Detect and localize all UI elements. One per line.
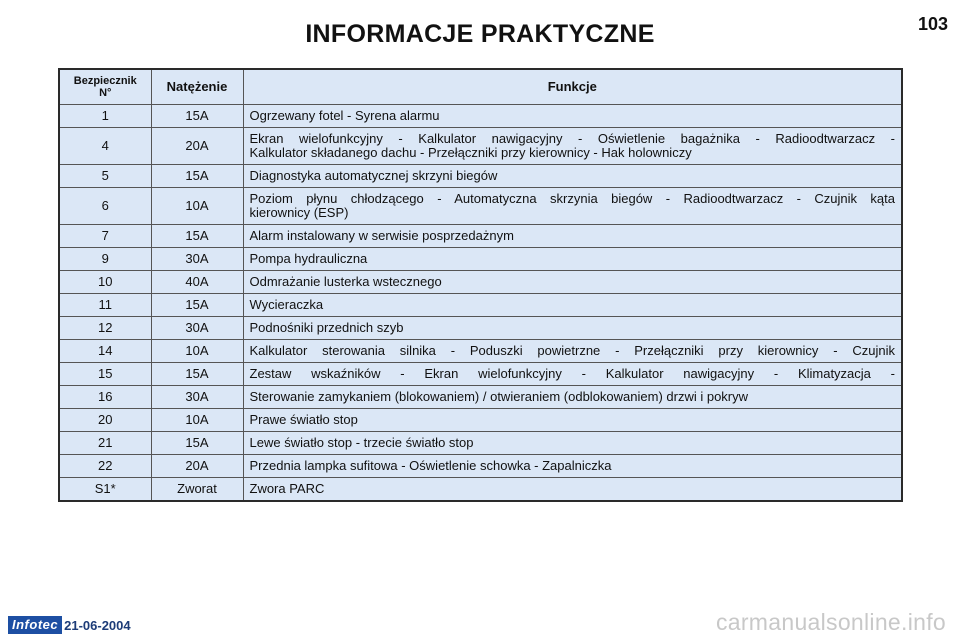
page-title: INFORMACJE PRAKTYCZNE [305, 20, 655, 48]
cell-amperage: 40A [151, 271, 243, 294]
cell-function: Ogrzewany fotel - Syrena alarmu [243, 105, 902, 128]
cell-amperage: 15A [151, 165, 243, 188]
table-row [59, 271, 902, 294]
table-row [59, 248, 902, 271]
cell-amperage: 30A [151, 386, 243, 409]
cell-fuse: 5 [59, 165, 151, 188]
cell-function: Pompa hydrauliczna [243, 248, 902, 271]
footer-date: 21-06-2004 [64, 617, 131, 633]
cell-fuse: 22 [59, 455, 151, 478]
table-row [59, 317, 902, 340]
cell-amperage: 10A [151, 188, 243, 225]
cell-function: Zwora PARC [243, 478, 902, 502]
table-row [59, 188, 902, 225]
cell-function: Lewe światło stop - trzecie światło stop [243, 432, 902, 455]
header-amperage: Natężenie [151, 69, 243, 105]
cell-fuse: 10 [59, 271, 151, 294]
cell-fuse: 1 [59, 105, 151, 128]
watermark: carmanualsonline.info [715, 609, 946, 635]
header-fuse-number [59, 69, 151, 105]
cell-fuse: 4 [59, 128, 151, 165]
cell-function: Przednia lampka sufitowa - Oświetlenie schowka - Zapalniczka [243, 455, 902, 478]
cell-amperage: 15A [151, 105, 243, 128]
table-row [59, 432, 902, 455]
table-row [59, 128, 902, 165]
cell-function-line1: Poziom płynu chłodzącego - Automatyczna skrzynia biegów - Radioodtwarzacz - Czujnik kąta [249, 191, 895, 206]
cell-function: Podnośniki przednich szyb [243, 317, 902, 340]
table-row [59, 105, 902, 128]
cell-function: Diagnostyka automatycznej skrzyni biegów [243, 165, 902, 188]
header-fuse-no: N° [99, 87, 112, 99]
infotec-logo: Infotec [8, 616, 62, 634]
footer [8, 616, 131, 634]
cell-fuse: 12 [59, 317, 151, 340]
table-header-row [59, 69, 902, 105]
cell-amperage: 15A [151, 432, 243, 455]
header-function: Funkcje [243, 69, 902, 105]
table-row [59, 478, 902, 502]
cell-amperage: 10A [151, 340, 243, 363]
cell-fuse: 20 [59, 409, 151, 432]
cell-amperage: 30A [151, 248, 243, 271]
cell-function [243, 188, 902, 225]
cell-function-line1: Ekran wielofunkcyjny - Kalkulator nawigacyjny - Oświetlenie bagażnika - Radioodtwarzacz - [249, 131, 895, 146]
table-row [59, 409, 902, 432]
cell-fuse: 6 [59, 188, 151, 225]
table-row [59, 363, 902, 386]
table-row [59, 386, 902, 409]
cell-function: Kalkulator sterowania silnika - Poduszki powietrzne - Przełączniki przy kierownicy - Czujnik [243, 340, 902, 363]
cell-amperage: 15A [151, 225, 243, 248]
cell-function: Sterowanie zamykaniem (blokowaniem) / otwieraniem (odblokowaniem) drzwi i pokryw [243, 386, 902, 409]
cell-function-line2: Kalkulator składanego dachu - Przełączniki przy kierownicy - Hak holowniczy [249, 145, 692, 160]
cell-amperage: 15A [151, 363, 243, 386]
table-row [59, 294, 902, 317]
cell-function [243, 128, 902, 165]
cell-function: Zestaw wskaźników - Ekran wielofunkcyjny - Kalkulator nawigacyjny - Klimatyzacja - [243, 363, 902, 386]
table-row [59, 165, 902, 188]
cell-function: Wycieraczka [243, 294, 902, 317]
cell-function-line2: kierownicy (ESP) [249, 205, 349, 220]
cell-fuse: 15 [59, 363, 151, 386]
cell-fuse: 21 [59, 432, 151, 455]
table-row [59, 225, 902, 248]
cell-function: Odmrażanie lusterka wstecznego [243, 271, 902, 294]
cell-fuse: 9 [59, 248, 151, 271]
table-row [59, 455, 902, 478]
cell-function: Prawe światło stop [243, 409, 902, 432]
cell-amperage: 20A [151, 128, 243, 165]
header-fuse-label: Bezpiecznik [73, 75, 137, 87]
cell-function: Alarm instalowany w serwisie posprzedażnym [243, 225, 902, 248]
cell-fuse: 16 [59, 386, 151, 409]
cell-amperage: 10A [151, 409, 243, 432]
page-number: 103 [917, 14, 948, 34]
cell-fuse: 11 [59, 294, 151, 317]
cell-amperage: 20A [151, 455, 243, 478]
cell-fuse: 7 [59, 225, 151, 248]
cell-amperage: Zworat [151, 478, 243, 502]
cell-amperage: 30A [151, 317, 243, 340]
table-row [59, 340, 902, 363]
fuse-table [58, 68, 903, 502]
cell-fuse: 14 [59, 340, 151, 363]
cell-amperage: 15A [151, 294, 243, 317]
cell-fuse: S1* [59, 478, 151, 502]
